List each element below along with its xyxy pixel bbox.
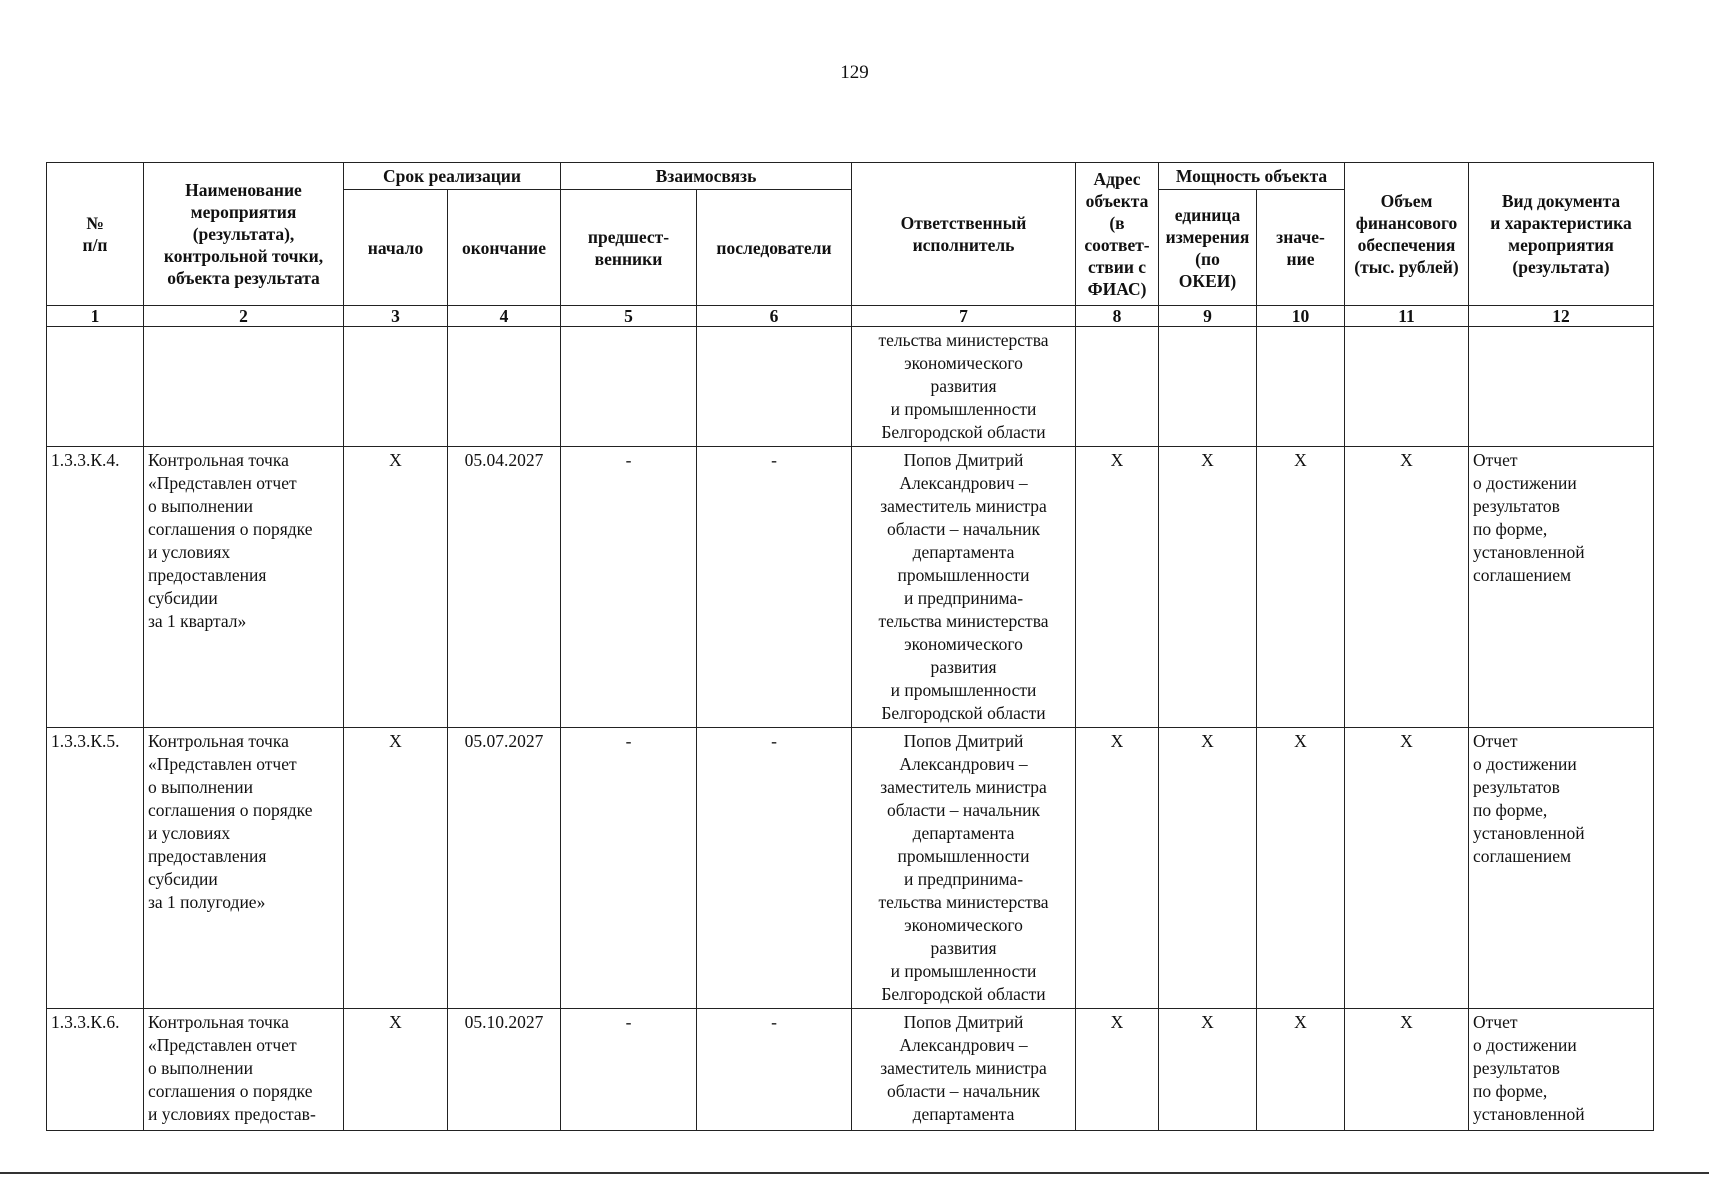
header-capacity: Мощность объекта [1159, 163, 1345, 190]
table-cell [344, 327, 448, 447]
table-row [47, 728, 1654, 1009]
table-cell [144, 327, 344, 447]
address-cell: Х [1076, 728, 1159, 1009]
address-cell: Х [1076, 447, 1159, 728]
header-start: начало [344, 190, 448, 306]
event-name: Контрольная точка «Представлен отчет о выполнении соглашения о порядке и условиях предоставления субсидии за 1 квартал» [144, 447, 344, 728]
table-cell [697, 327, 852, 447]
address-cell: Х [1076, 1009, 1159, 1131]
header-responsible: Ответственный исполнитель [852, 163, 1076, 306]
successors-cell: - [697, 1009, 852, 1131]
predecessors-cell: - [561, 728, 697, 1009]
table-row [47, 1009, 1654, 1131]
table-cell [1257, 327, 1345, 447]
responsible-cell: Попов Дмитрий Александрович – заместитель министра области – начальник департамента [852, 1009, 1076, 1131]
finance-cell: Х [1345, 447, 1469, 728]
column-number: 2 [144, 306, 344, 327]
column-number: 8 [1076, 306, 1159, 327]
header-predecessors: предшест- венники [561, 190, 697, 306]
start-date: Х [344, 447, 448, 728]
start-date: Х [344, 1009, 448, 1131]
table-cell [1345, 327, 1469, 447]
end-date: 05.10.2027 [448, 1009, 561, 1131]
end-date: 05.04.2027 [448, 447, 561, 728]
responsible-cell: Попов Дмитрий Александрович – заместитель министра области – начальник департамента промышленности и предпринима- тельства министерства экономического развития и промышленности Белгородской области [852, 728, 1076, 1009]
table-row [47, 447, 1654, 728]
predecessors-cell: - [561, 1009, 697, 1131]
finance-cell: Х [1345, 1009, 1469, 1131]
row-number: 1.3.3.К.4. [47, 447, 144, 728]
doc-type-cell: Отчет о достижении результатов по форме, установленной соглашением [1469, 728, 1654, 1009]
header-value: значе- ние [1257, 190, 1345, 306]
header-name: Наименование мероприятия (результата), контрольной точки, объекта результата [144, 163, 344, 306]
header-address: Адрес объекта (в соответ- ствии с ФИАС) [1076, 163, 1159, 306]
table-cell [448, 327, 561, 447]
plan-table [46, 162, 1654, 1131]
start-date: Х [344, 728, 448, 1009]
continuation-row [47, 327, 1654, 447]
table-cell [47, 327, 144, 447]
column-number: 3 [344, 306, 448, 327]
row-number: 1.3.3.К.6. [47, 1009, 144, 1131]
table-cell [1076, 327, 1159, 447]
successors-cell: - [697, 728, 852, 1009]
doc-type-cell: Отчет о достижении результатов по форме, установленной [1469, 1009, 1654, 1131]
predecessors-cell: - [561, 447, 697, 728]
header-relation: Взаимосвязь [561, 163, 852, 190]
header-unit: единица измерения (по ОКЕИ) [1159, 190, 1257, 306]
finance-cell: Х [1345, 728, 1469, 1009]
event-name: Контрольная точка «Представлен отчет о выполнении соглашения о порядке и условиях предостав- [144, 1009, 344, 1131]
header-term: Срок реализации [344, 163, 561, 190]
table-cell [1159, 327, 1257, 447]
column-number: 12 [1469, 306, 1654, 327]
doc-type-cell: Отчет о достижении результатов по форме, установленной соглашением [1469, 447, 1654, 728]
page-number: 129 [840, 62, 869, 83]
column-number: 11 [1345, 306, 1469, 327]
end-date: 05.07.2027 [448, 728, 561, 1009]
column-number: 5 [561, 306, 697, 327]
column-number: 10 [1257, 306, 1345, 327]
column-number-row [47, 306, 1654, 327]
successors-cell: - [697, 447, 852, 728]
unit-cell: Х [1159, 447, 1257, 728]
value-cell: Х [1257, 1009, 1345, 1131]
table-cell [561, 327, 697, 447]
header-num: № п/п [47, 163, 144, 306]
event-name: Контрольная точка «Представлен отчет о выполнении соглашения о порядке и условиях предоставления субсидии за 1 полугодие» [144, 728, 344, 1009]
unit-cell: Х [1159, 728, 1257, 1009]
row-number: 1.3.3.К.5. [47, 728, 144, 1009]
header-end: окончание [448, 190, 561, 306]
column-number: 1 [47, 306, 144, 327]
header-row-1 [47, 163, 1654, 190]
header-doc-type: Вид документа и характеристика мероприятия (результата) [1469, 163, 1654, 306]
unit-cell: Х [1159, 1009, 1257, 1131]
responsible-cell: тельства министерства экономического развития и промышленности Белгородской области [852, 327, 1076, 447]
responsible-cell: Попов Дмитрий Александрович – заместитель министра области – начальник департамента промышленности и предпринима- тельства министерства экономического развития и промышленности Белгородской области [852, 447, 1076, 728]
table-cell [1469, 327, 1654, 447]
header-finance: Объем финансового обеспечения (тыс. рублей) [1345, 163, 1469, 306]
header-successors: последователи [697, 190, 852, 306]
page-bottom-rule [0, 1172, 1709, 1174]
value-cell: Х [1257, 447, 1345, 728]
column-number: 9 [1159, 306, 1257, 327]
value-cell: Х [1257, 728, 1345, 1009]
column-number: 4 [448, 306, 561, 327]
column-number: 6 [697, 306, 852, 327]
column-number: 7 [852, 306, 1076, 327]
